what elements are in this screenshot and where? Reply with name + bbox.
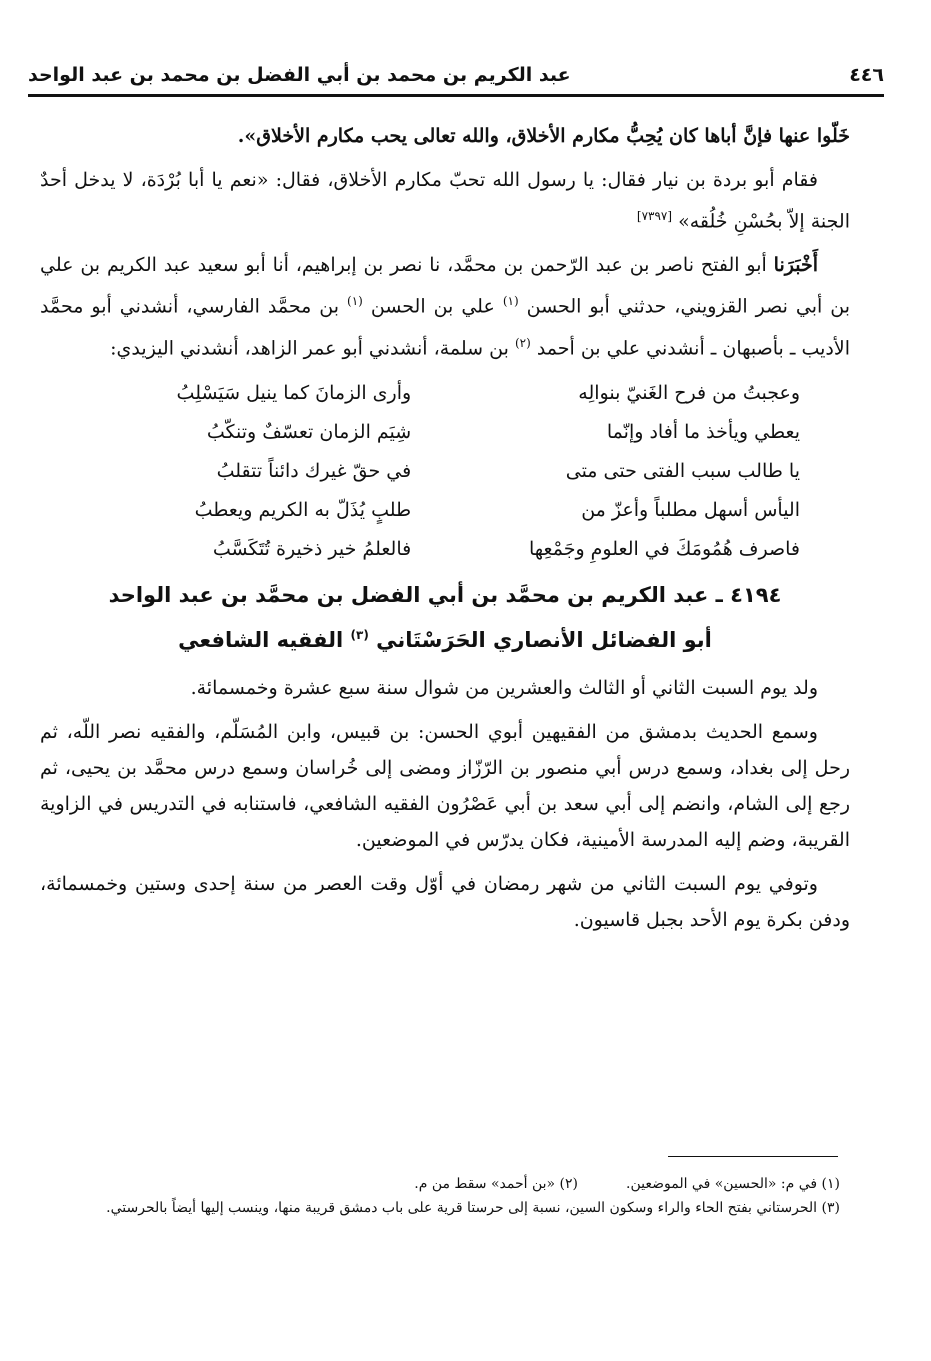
verse-first-half: يا طالب سبب الفتى حتى متى <box>565 459 800 482</box>
paragraph-abu-burda <box>40 162 850 239</box>
poem <box>40 374 850 569</box>
paragraph-hadith-end: خَلّوا عنها فإنَّ أباها كان يُحِبُّ مكارم الأخلاق، والله تعالى يحب مكارم الأخلاق». <box>237 125 850 147</box>
page-number: ٤٤٦ <box>849 64 884 86</box>
running-header <box>28 58 884 92</box>
header-rule <box>28 94 884 97</box>
verse-first-half: فاصرف هُمُومَكَ في العلومِ وجَمْعِها <box>529 537 800 560</box>
footnotes-line-1 <box>40 1172 840 1196</box>
entry-heading-nisba: أبو الفضائل الأنصاري الحَرَسْتَاني <box>376 627 712 652</box>
main-text <box>40 118 850 946</box>
footnote-marker-2: (٢) <box>514 335 531 350</box>
running-title: عبد الكريم بن محمد بن أبي الفضل بن محمد بن عبد الواحد <box>28 64 571 86</box>
verse-first-half: يعطي ويأخذ ما أفاد وإنّما <box>606 420 800 443</box>
isnad-text-d: بن سلمة، أنشدني أبو عمر الزاهد، أنشدني اليزيدي: <box>110 336 509 359</box>
verse-second-half: طلبٍ يُذَلّ به الكريم ويعطبُ <box>194 498 412 521</box>
poem-verse <box>80 413 800 452</box>
entry-heading-title: الفقيه الشافعي <box>178 627 344 652</box>
isnad-lead-word: أَخْبَرَنا <box>773 254 818 277</box>
verse-second-half: شِيَم الزمان تعسّفٌ وتنكّبُ <box>206 420 412 443</box>
footnotes <box>40 1172 840 1220</box>
isnad-text-c: بن محمَّد الفارسي، أنشدني أبو محمَّد الأديب ـ بأصبهان ـ أنشدني علي بن أحمد <box>40 295 850 359</box>
footnote-2: (٢) «بن أحمد» سقط من م. <box>414 1176 579 1192</box>
verse-first-half: وعجبتُ من فرح الغَنيّ بنوالِه <box>578 381 800 404</box>
entry-heading-line-2 <box>40 615 850 660</box>
poem-verse <box>80 452 800 491</box>
entry-heading-line-1: ٤١٩٤ ـ عبد الكريم بن محمَّد بن أبي الفضل بن محمَّد بن عبد الواحد <box>108 582 782 607</box>
verse-second-half: فالعلمُ خير ذخيرة تُتَكَسَّبُ <box>212 537 412 560</box>
verse-second-half: وأرى الزمانَ كما ينيل سَيَسْلِبُ <box>176 381 412 404</box>
paragraph-birth: ولد يوم السبت الثاني أو الثالث والعشرين من شوال سنة سبع عشرة وخمسمائة. <box>190 676 818 699</box>
footnote-rule <box>668 1156 838 1157</box>
poem-verse <box>80 530 800 569</box>
paragraph-isnad <box>40 247 850 366</box>
paragraph-abu-burda-text: فقام أبو بردة بن نيار فقال: يا رسول الله تحبّ مكارم الأخلاق، فقال: «نعم يا أبا بُرْدَة، لا يدخل أحدٌ الجنة إلاّ بحُسْنِ خُلُقه» <box>40 169 850 233</box>
footnote-3: (٣) الحرستاني بفتح الحاء والراء وسكون السين، نسبة إلى حرستا قرية على باب دمشق قريبة منها، وينسب إليها أيضاً بالحرستي. <box>106 1200 840 1216</box>
verse-second-half: في حقّ غيرك دائناً تتقلبُ <box>216 459 412 482</box>
poem-verse <box>80 491 800 530</box>
footnote-marker-1b: (١) <box>347 294 363 309</box>
footnote-marker-1: (١) <box>502 294 519 309</box>
entry-heading <box>40 575 850 660</box>
footnote-1: (١) في م: «الحسين» في الموضعين. <box>626 1176 840 1192</box>
verse-first-half: اليأس أسهل مطلباً وأعزّ من <box>581 498 800 521</box>
paragraph-studies: وسمع الحديث بدمشق من الفقيهين أبوي الحسن: بن قبيس، وابن المُسَلّم، والفقيه نصر اللّه، ثم رحل إلى بغداد، وسمع درس أبي منصور بن الرّزّاز ومضى إلى خُراسان وسمع درس محمَّد بن يحيى، ثم رجع إلى الشام، وانضم إلى أبي سعد بن أبي عَصْرُون الفقيه الشافعي، فاستنابه في التدريس في الزاوية القريبة، وضم إليه المدرسة الأمينية، فكان يدرّس في الموضعين. <box>40 720 850 851</box>
isnad-text-a: أبو الفتح ناصر بن عبد الرّحمن بن محمَّد، نا نصر بن إبراهيم، أنا أبو سعيد عبد الكريم بن علي بن أبي نصر القزويني، حدثني أبو الحسن <box>40 254 851 318</box>
paragraph-death: وتوفي يوم السبت الثاني من شهر رمضان في أوّل وقت العصر من سنة إحدى وستين وخمسمائة، ودفن بكرة يوم الأحد بجبل قاسيون. <box>40 872 850 931</box>
hadith-number: [٧٣٩٧] <box>636 209 673 223</box>
poem-verse <box>80 374 800 413</box>
isnad-text-b: علي بن الحسن <box>370 295 495 318</box>
footnote-marker-3: (٣) <box>350 627 369 642</box>
